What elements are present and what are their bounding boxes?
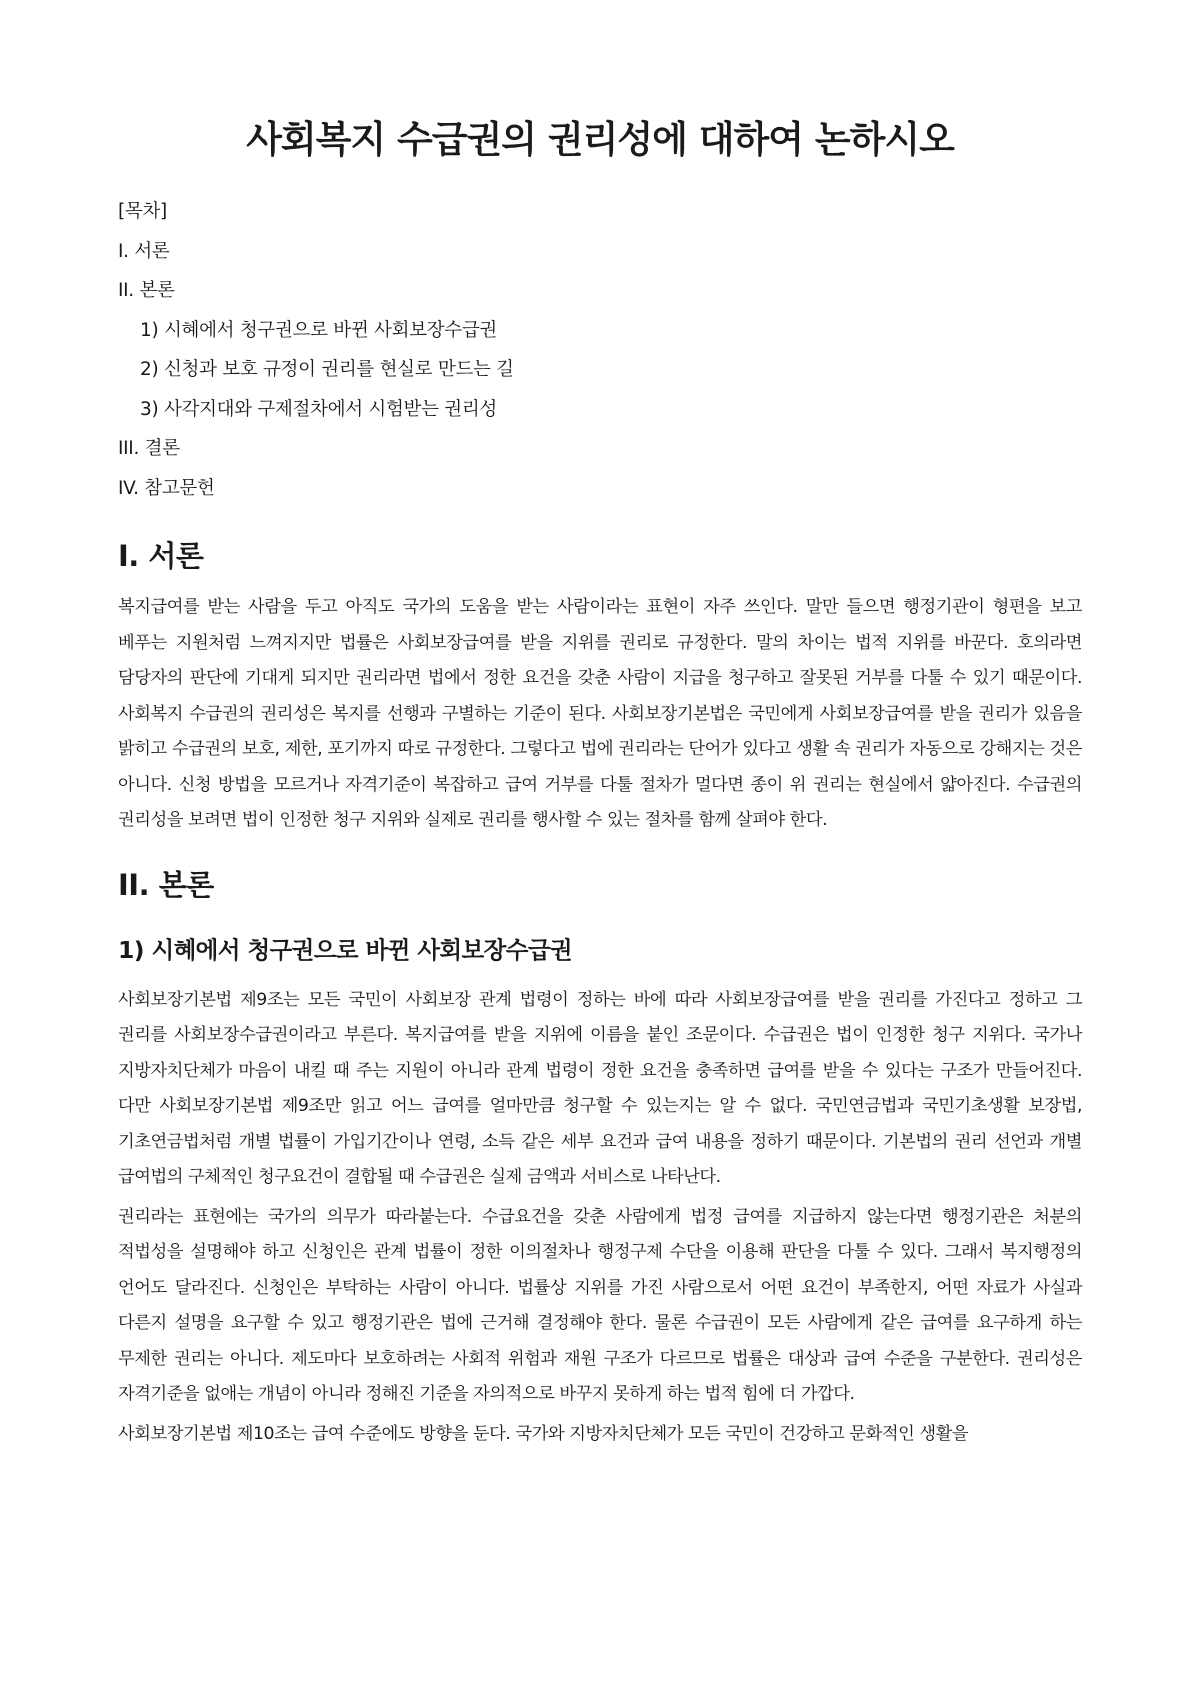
- subsection-heading-1: 1) 시혜에서 청구권으로 바뀐 사회보장수급권: [118, 935, 573, 964]
- toc-item: 2) 신청과 보호 규정이 권리를 현실로 만드는 길: [140, 359, 514, 380]
- intro-paragraph: 복지급여를 받는 사람을 두고 아직도 국가의 도움을 받는 사람이라는 표현이 자주 쓰인다. 말만 들으면 행정기관이 형편을 보고 베푸는 지원처럼 느껴지지만 법률은 사회보장급여를 받을 지위를 권리로 규정한다. 말의 차이는 법적 지위를 바꾼다. 호의라면 담당자의 판단에 기대게 되지만 권리라면 법에서 정한 요건을 갖춘 사람이 지급을 청구하고 잘못된 거부를 다툴 수 있기 때문이다. 사회복지 수급권의 권리성은 복지를 선행과 구별하는 기준이 된다. 사회보장기본법은 국민에게 사회보장급여를 받을 권리가 있음을 밝히고 수급권의 보호, 제한, 포기까지 따로 규정한다. 그렇다고 법에 권리라는 단어가 있다고 생활 속 권리가 자동으로 강해지는 것은 아니다. 신청 방법을 모르거나 자격기준이 복잡하고 급여 거부를 다툴 절차가 멀다면 종이 위 권리는 현실에서 얇아진다. 수급권의 권리성을 보려면 법이 인정한 청구 지위와 실제로 권리를 행사할 수 있는 절차를 함께 살펴야 한다.: [118, 597, 1082, 830]
- table-of-contents: [118, 192, 1082, 508]
- toc-item: 3) 사각지대와 구제절차에서 시험받는 권리성: [140, 398, 497, 420]
- document-title: 사회복지 수급권의 권리성에 대하여 논하시오: [246, 118, 954, 161]
- body-paragraph: 사회보장기본법 제10조는 급여 수준에도 방향을 둔다. 국가와 지방자치단체가 모든 국민이 건강하고 문화적인 생활을: [118, 1423, 969, 1444]
- toc-item: I. 서론: [118, 240, 170, 262]
- toc-item: II. 본론: [118, 280, 175, 301]
- body-paragraph: 권리라는 표현에는 국가의 의무가 따라붙는다. 수급요건을 갖춘 사람에게 법정 급여를 지급하지 않는다면 행정기관은 처분의 적법성을 설명해야 하고 신청인은 관계 법률이 정한 이의절차나 행정구제 수단을 이용해 판단을 다툴 수 있다. 그래서 복지행정의 언어도 달라진다. 신청인은 부탁하는 사람이 아니다. 법률상 지위를 가진 사람으로서 어떤 요건이 부족한지, 어떤 자료가 사실과 다른지 설명을 요구할 수 있고 행정기관은 법에 근거해 결정해야 한다. 물론 수급권이 모든 사람에게 같은 급여를 요구하게 하는 무제한 권리는 아니다. 제도마다 보호하려는 사회적 위험과 재원 구조가 다르므로 법률은 대상과 급여 수준을 구분한다. 권리성은 자격기준을 없애는 개념이 아니라 정해진 기준을 자의적으로 바꾸지 못하게 하는 법적 힘에 더 가깝다.: [118, 1206, 1082, 1404]
- body-paragraph: 사회보장기본법 제9조는 모든 국민이 사회보장 관계 법령이 정하는 바에 따라 사회보장급여를 받을 권리를 가진다고 정하고 그 권리를 사회보장수급권이라고 부른다. 복지급여를 받을 지위에 이름을 붙인 조문이다. 수급권은 법이 인정한 청구 지위다. 국가나 지방자치단체가 마음이 내킬 때 주는 지원이 아니라 관계 법령이 정한 요건을 충족하면 급여를 받을 수 있다는 구조가 만들어진다. 다만 사회보장기본법 제9조만 읽고 어느 급여를 얼마만큼 청구할 수 있는지는 알 수 없다. 국민연금법과 국민기초생활 보장법, 기초연금법처럼 개별 법률이 가입기간이나 연령, 소득 같은 세부 요건과 급여 내용을 정하기 때문이다. 기본법의 권리 선언과 개별 급여법의 구체적인 청구요건이 결합될 때 수급권은 실제 금액과 서비스로 나타난다.: [118, 989, 1082, 1187]
- section-heading-intro: I. 서론: [118, 539, 204, 573]
- toc-item: III. 결론: [118, 438, 180, 459]
- toc-item: IV. 참고문헌: [118, 477, 215, 499]
- toc-item: 1) 시혜에서 청구권으로 바뀐 사회보장수급권: [140, 319, 497, 341]
- toc-heading: [목차]: [118, 201, 167, 222]
- section-heading-body: II. 본론: [118, 867, 214, 902]
